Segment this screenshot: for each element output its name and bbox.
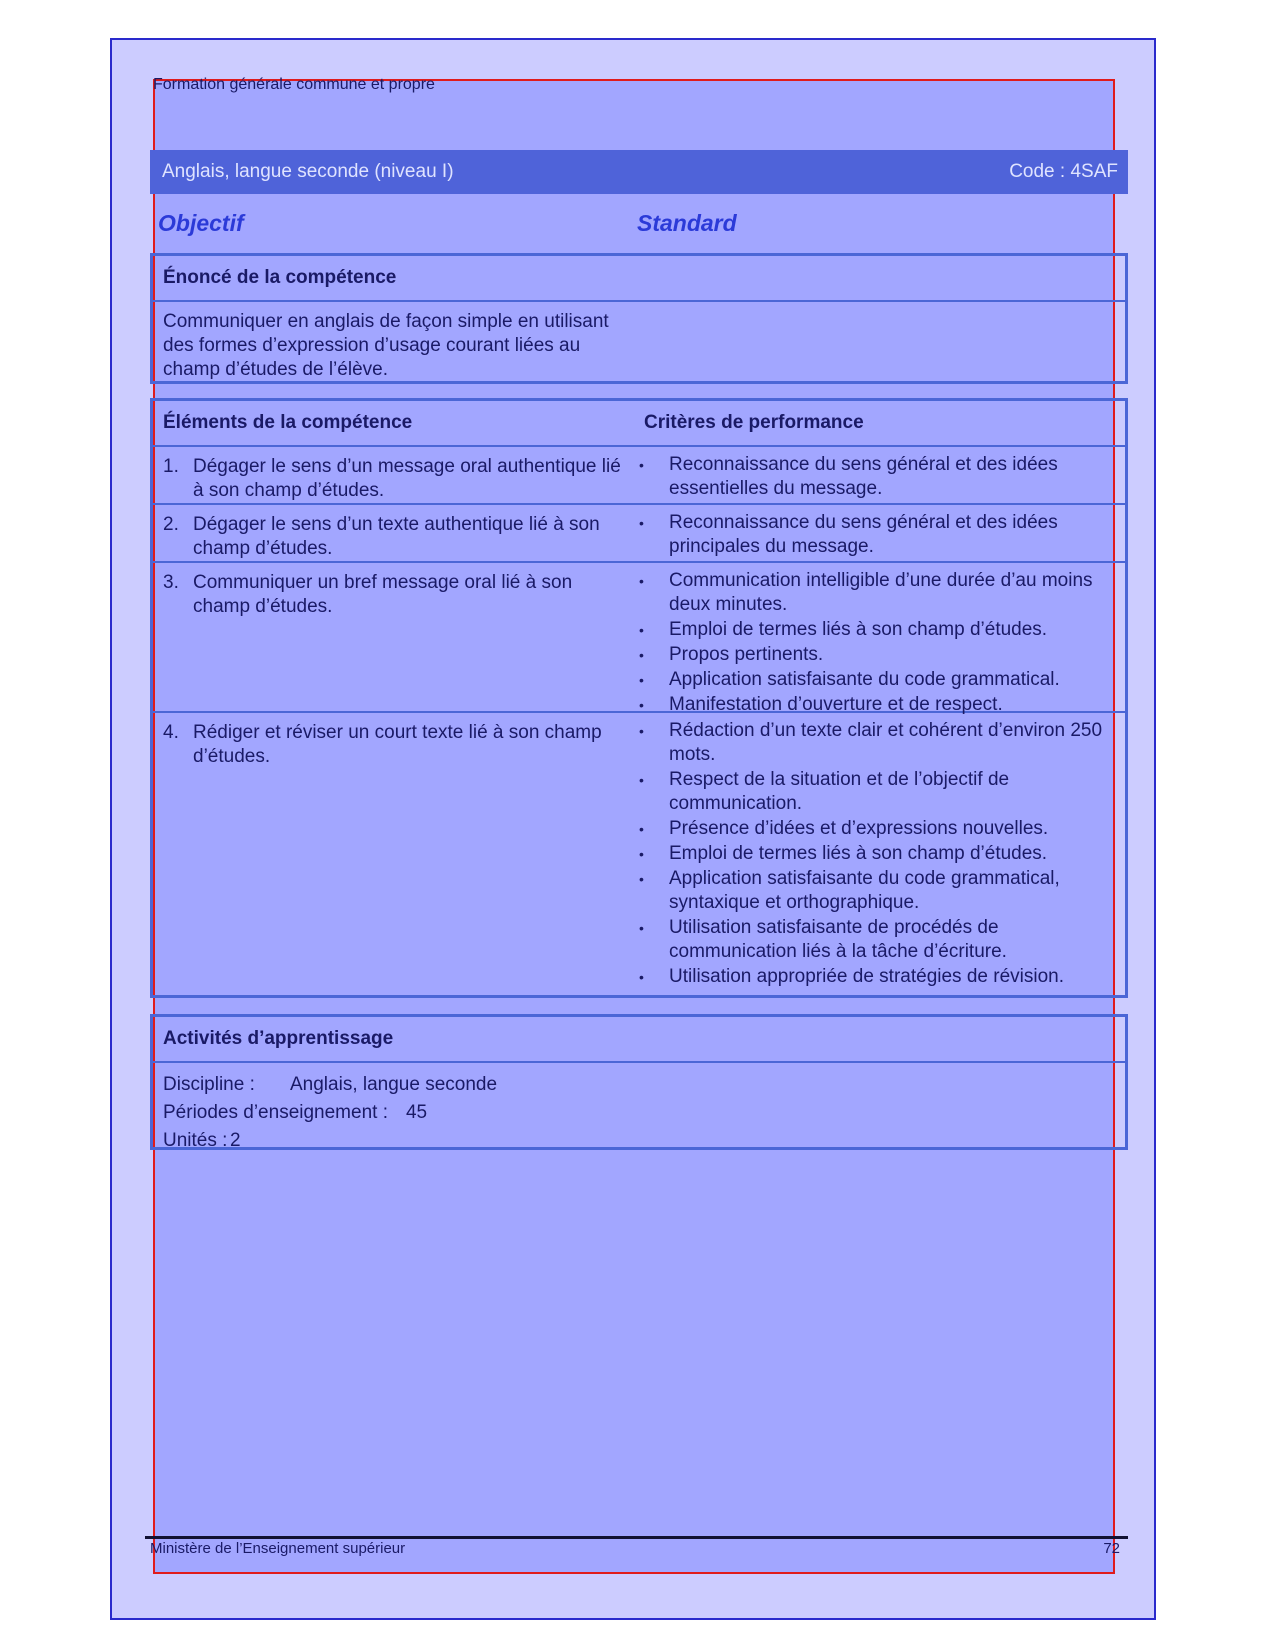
periodes-line — [163, 1099, 1115, 1127]
criteria-cell — [639, 713, 1125, 987]
page-number: 72 — [1103, 1540, 1120, 1557]
elements-title: Éléments de la compétence — [163, 412, 413, 433]
criterion-item — [639, 916, 1113, 964]
element-text: Dégager le sens d’un texte authentique lié à son champ d’études. — [193, 514, 600, 559]
element-text: Rédiger et réviser un court texte lié à son champ d’études. — [193, 722, 602, 767]
criterion-item — [639, 965, 1113, 989]
bullet-icon: • — [639, 969, 644, 985]
element-text: Dégager le sens d’un message oral authentique lié à son champ d’études. — [193, 456, 621, 501]
code-value: 4SAF — [1070, 161, 1118, 182]
activites-title: Activités d’apprentissage — [153, 1017, 1125, 1063]
discipline-label: Discipline : — [163, 1074, 255, 1095]
bullet-icon: • — [639, 821, 644, 837]
criterion-text: Communication intelligible d’une durée d’au moins deux minutes. — [669, 570, 1093, 615]
code-label: Code : — [1009, 161, 1066, 182]
criterion-item — [639, 453, 1113, 501]
course-code — [1009, 161, 1118, 183]
criterion-text: Utilisation satisfaisante de procédés de communication liés à la tâche d’écriture. — [669, 917, 1007, 962]
element-number: 3. — [163, 572, 179, 593]
element-row — [153, 447, 1125, 505]
criterion-text: Application satisfaisante du code grammatical, syntaxique et orthographique. — [669, 868, 1060, 913]
criterion-item — [639, 867, 1113, 915]
criteria-cell — [639, 505, 1125, 561]
criterion-item — [639, 817, 1113, 841]
criterion-text: Emploi de termes liés à son champ d’études. — [669, 843, 1048, 864]
discipline-line — [163, 1071, 1115, 1099]
criterion-text: Reconnaissance du sens général et des idées principales du message. — [669, 512, 1058, 557]
activites-body — [153, 1063, 1125, 1163]
enonce-box — [150, 253, 1128, 384]
enonce-text: Communiquer en anglais de façon simple en utilisant des formes d’expression d’usage courant liées au champ d’études de l’élève. — [163, 311, 609, 380]
element-row — [153, 713, 1125, 987]
criterion-item — [639, 842, 1113, 866]
bullet-icon: • — [639, 772, 644, 788]
element-number: 2. — [163, 514, 179, 535]
criterion-text: Manifestation d’ouverture et de respect. — [669, 694, 1003, 715]
criteria-cell — [639, 447, 1125, 503]
course-header-bar — [150, 150, 1128, 194]
elements-header — [153, 401, 1125, 447]
bullet-icon: • — [639, 871, 644, 887]
bullet-icon: • — [639, 647, 644, 663]
criterion-item — [639, 569, 1113, 617]
criteria-title: Critères de performance — [644, 412, 864, 433]
criterion-text: Rédaction d’un texte clair et cohérent d’environ 250 mots. — [669, 720, 1103, 765]
criterion-text: Utilisation appropriée de stratégies de révision. — [669, 966, 1064, 987]
running-head: Formation générale commune et propre — [153, 76, 435, 93]
criterion-text: Propos pertinents. — [669, 644, 824, 665]
activites-box — [150, 1014, 1128, 1150]
unites-line — [163, 1127, 1115, 1155]
criterion-item — [639, 668, 1113, 692]
unites-label: Unités : — [163, 1130, 228, 1151]
element-cell — [153, 563, 639, 711]
criterion-text: Présence d’idées et d’expressions nouvelles. — [669, 818, 1049, 839]
element-number: 1. — [163, 456, 179, 477]
criterion-text: Emploi de termes liés à son champ d’études. — [669, 619, 1048, 640]
bullet-icon: • — [639, 457, 644, 473]
bullet-icon: • — [639, 515, 644, 531]
criteria-cell — [639, 563, 1125, 715]
periodes-value: 45 — [405, 1102, 428, 1123]
bullet-icon: • — [639, 672, 644, 688]
criterion-text: Respect de la situation et de l’objectif de communication. — [669, 769, 1010, 814]
criterion-text: Reconnaissance du sens général et des idées essentielles du message. — [669, 454, 1058, 499]
footer-ministry: Ministère de l’Enseignement supérieur — [150, 1540, 406, 1557]
bullet-icon: • — [639, 846, 644, 862]
criterion-item — [639, 768, 1113, 816]
periodes-label: Périodes d’enseignement : — [163, 1102, 388, 1123]
element-rows — [153, 447, 1125, 987]
element-row — [153, 563, 1125, 713]
criterion-item — [639, 511, 1113, 559]
element-row — [153, 505, 1125, 563]
discipline-value: Anglais, langue seconde — [290, 1074, 498, 1095]
criterion-text: Application satisfaisante du code grammatical. — [669, 669, 1060, 690]
bullet-icon: • — [639, 920, 644, 936]
footer — [150, 1540, 1120, 1557]
unites-value: 2 — [230, 1130, 241, 1151]
criterion-item — [639, 719, 1113, 767]
element-cell — [153, 447, 639, 503]
footer-rule — [145, 1536, 1128, 1539]
element-text: Communiquer un bref message oral lié à son champ d’études. — [193, 572, 573, 617]
bullet-icon: • — [639, 622, 644, 638]
enonce-title: Énoncé de la compétence — [153, 256, 1125, 302]
bullet-icon: • — [639, 723, 644, 739]
element-cell — [153, 505, 639, 561]
element-number: 4. — [163, 722, 179, 743]
bullet-icon: • — [639, 697, 644, 713]
elements-box — [150, 398, 1128, 998]
element-cell — [153, 713, 639, 981]
objective-heading: Objectif — [158, 210, 244, 236]
bullet-icon: • — [639, 573, 644, 589]
criterion-item — [639, 618, 1113, 642]
standard-heading: Standard — [637, 210, 737, 236]
criterion-item — [639, 643, 1113, 667]
course-title: Anglais, langue seconde (niveau I) — [162, 161, 454, 182]
